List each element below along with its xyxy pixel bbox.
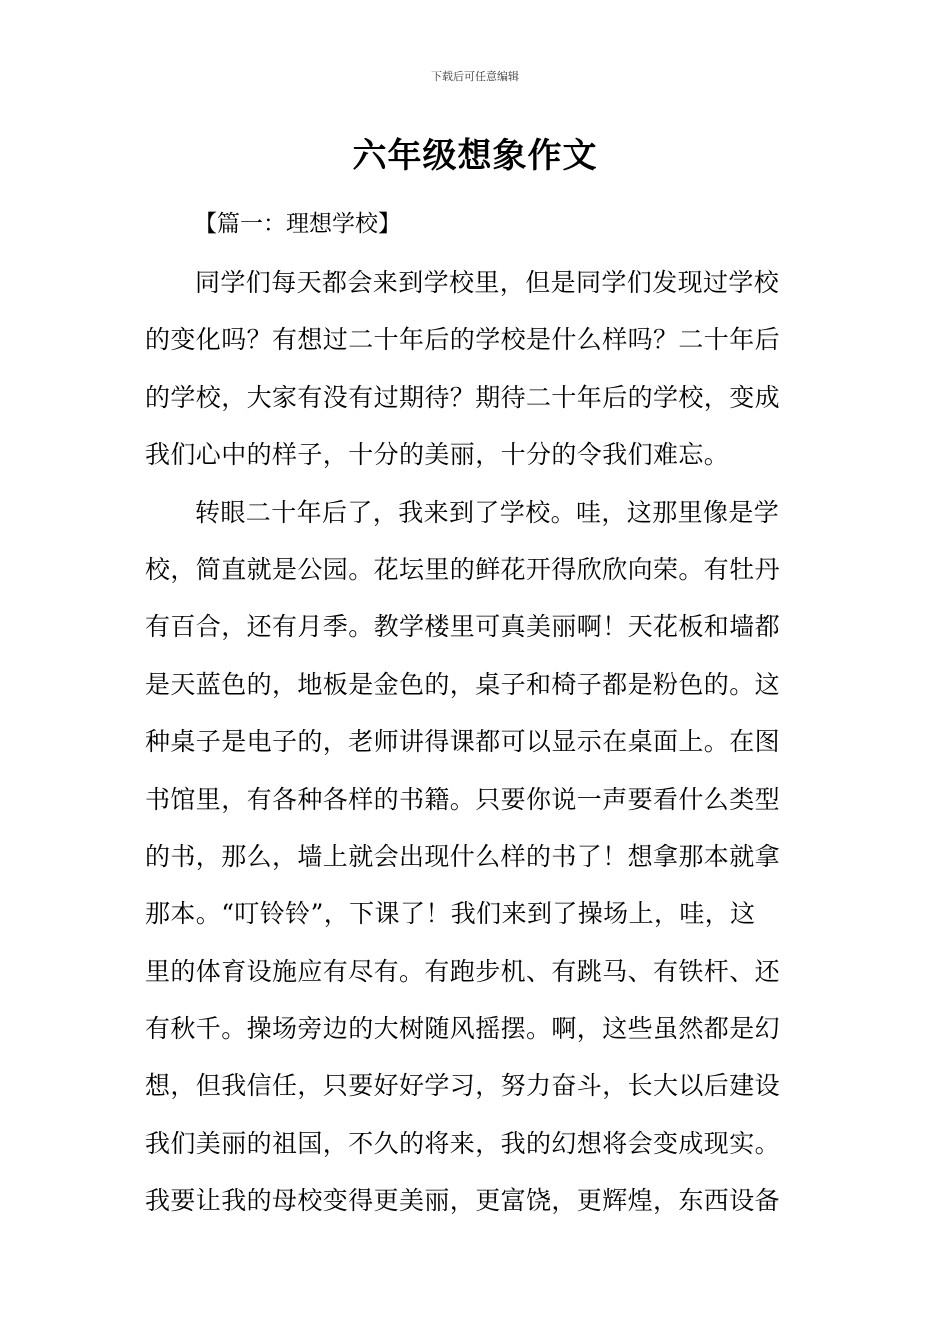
essay-line: 有百合，还有月季。教学楼里可真美丽啊！天花板和墙都	[145, 612, 781, 642]
essay-line: 校，简直就是公园。花坛里的鲜花开得欣欣向荣。有牡丹	[145, 554, 781, 584]
section-heading: 【篇一：理想学校】	[194, 211, 401, 237]
essay-line: 的书，那么，墙上就会出现什么样的书了！想拿那本就拿	[145, 841, 781, 871]
essay-line: 种桌子是电子的，老师讲得课都可以显示在桌面上。在图	[145, 727, 781, 757]
essay-line: 同学们每天都会来到学校里，但是同学们发现过学校	[195, 268, 780, 297]
essay-line: 书馆里，有各种各样的书籍。只要你说一声要看什么类型	[145, 784, 781, 814]
essay-line: 转眼二十年后了，我来到了学校。哇，这那里像是学	[195, 497, 780, 527]
essay-line: 是天蓝色的，地板是金色的，桌子和椅子都是粉色的。这	[145, 669, 781, 699]
document-title: 六年级想象作文	[352, 136, 598, 176]
page-header-note: 下载后可任意编辑	[431, 70, 519, 83]
essay-line: 那本。“叮铃铃”，下课了！我们来到了操场上，哇，这	[145, 899, 756, 929]
essay-line: 我要让我的母校变得更美丽，更富饶，更辉煌，东西设备	[145, 1186, 781, 1216]
essay-line: 有秋千。操场旁边的大树随风摇摆。啊，这些虽然都是幻	[145, 1014, 781, 1044]
essay-line: 里的体育设施应有尽有。有跑步机、有跳马、有铁杆、还	[145, 956, 781, 986]
essay-body	[145, 263, 815, 1239]
essay-line: 我们美丽的祖国，不久的将来，我的幻想将会变成现实。	[145, 1128, 781, 1158]
essay-line: 我们心中的样子，十分的美丽，十分的令我们难忘。	[145, 440, 730, 470]
essay-line: 的学校，大家有没有过期待？期待二十年后的学校，变成	[145, 382, 781, 412]
essay-line: 想，但我信任，只要好好学习，努力奋斗，长大以后建设	[145, 1071, 781, 1101]
essay-line: 的变化吗？有想过二十年后的学校是什么样吗？二十年后	[145, 325, 781, 355]
